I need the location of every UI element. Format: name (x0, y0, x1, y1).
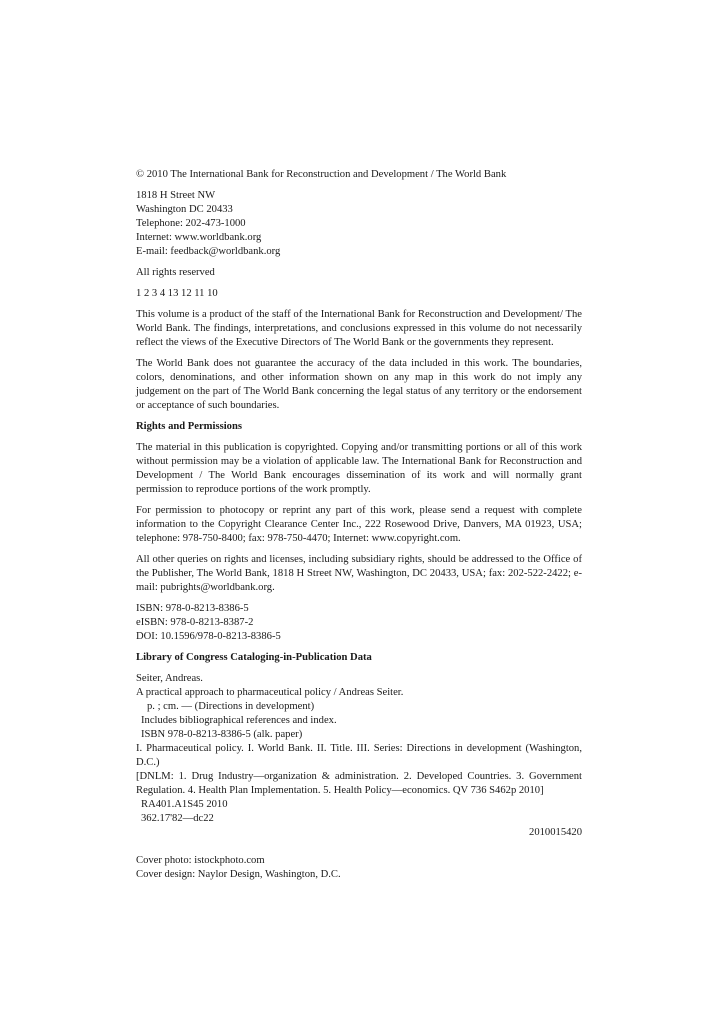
isbn: ISBN: 978-0-8213-8386-5 (136, 603, 249, 614)
cip-dewey: 362.17'82—dc22 (141, 813, 214, 824)
identifiers (136, 602, 582, 644)
address-street: 1818 H Street NW (136, 190, 216, 201)
cover-credits (136, 854, 582, 882)
cover-design-credit: Cover design: Naylor Design, Washington, D.C. (136, 869, 341, 880)
cip-physical: p. ; cm. — (Directions in development) (147, 701, 315, 712)
cover-photo-credit: Cover photo: istockphoto.com (136, 855, 265, 866)
doi: DOI: 10.1596/978-0-8213-8386-5 (136, 631, 281, 642)
copyright-line: © 2010 The International Bank for Reconstruction and Development / The World Bank (136, 169, 507, 180)
rights-reserved: All rights reserved (136, 267, 215, 278)
cip-subjects: I. Pharmaceutical policy. I. World Bank. II. Title. III. Series: Directions in development (Washington, D.C.) (136, 743, 582, 768)
rights-paragraph-1: The material in this publication is copyrighted. Copying and/or transmitting portions or all of this work without permission may be a violation of applicable law. The International Bank for Reconstruction and Development / The World Bank encourages dissemination of its work and will normally grant permission to reproduce portions of the work promptly. (136, 442, 582, 495)
publisher-address (136, 189, 582, 259)
rights-paragraph-2: For permission to photocopy or reprint any part of this work, please send a request with complete information to the Copyright Clearance Center Inc., 222 Rosewood Drive, Danvers, MA 01923, USA; telephone: 978-750-8400; fax: 978-750-4470; Internet: www.copyright.com. (136, 505, 582, 544)
disclaimer-paragraph-2: The World Bank does not guarantee the accuracy of the data included in this work. The boundaries, colors, denominations, and other information shown on any map in this work do not imply any judgement on the part of The World Bank concerning the legal status of any territory or the endorsement or acceptance of such boundaries. (136, 358, 582, 411)
address-email: E-mail: feedback@worldbank.org (136, 246, 281, 257)
cip-record (136, 672, 582, 840)
cip-dnlm: [DNLM: 1. Drug Industry—organization & administration. 2. Developed Countries. 3. Government Regulation. 4. Health Plan Implementation. 5. Health Policy—economics. QV 736 S462p 2010] (136, 771, 582, 796)
printing-line: 1 2 3 4 13 12 11 10 (136, 288, 218, 299)
cip-heading: Library of Congress Cataloging-in-Publication Data (136, 652, 372, 663)
address-telephone: Telephone: 202-473-1000 (136, 218, 246, 229)
cip-title: A practical approach to pharmaceutical policy / Andreas Seiter. (136, 687, 404, 698)
cip-isbn: ISBN 978-0-8213-8386-5 (alk. paper) (141, 729, 303, 740)
address-internet: Internet: www.worldbank.org (136, 232, 262, 243)
cip-notes: Includes bibliographical references and index. (141, 715, 337, 726)
eisbn: eISBN: 978-0-8213-8387-2 (136, 617, 254, 628)
disclaimer-paragraph-1: This volume is a product of the staff of the International Bank for Reconstruction and Development/ The World Bank. The findings, interpretations, and conclusions expressed in this volume do not necessarily reflect the views of the Executive Directors of The World Bank or the governments they represent. (136, 309, 582, 348)
address-city: Washington DC 20433 (136, 204, 233, 215)
cip-lccn: 2010015420 (529, 827, 582, 838)
copyright-page (136, 168, 582, 889)
rights-paragraph-3: All other queries on rights and licenses, including subsidiary rights, should be addressed to the Office of the Publisher, The World Bank, 1818 H Street NW, Washington, DC 20433, USA; fax: 202-522-2422; e-mail: pubrights@worldbank.org. (136, 554, 582, 593)
cip-call-number: RA401.A1S45 2010 (141, 799, 228, 810)
rights-heading: Rights and Permissions (136, 421, 242, 432)
cip-author: Seiter, Andreas. (136, 673, 203, 684)
